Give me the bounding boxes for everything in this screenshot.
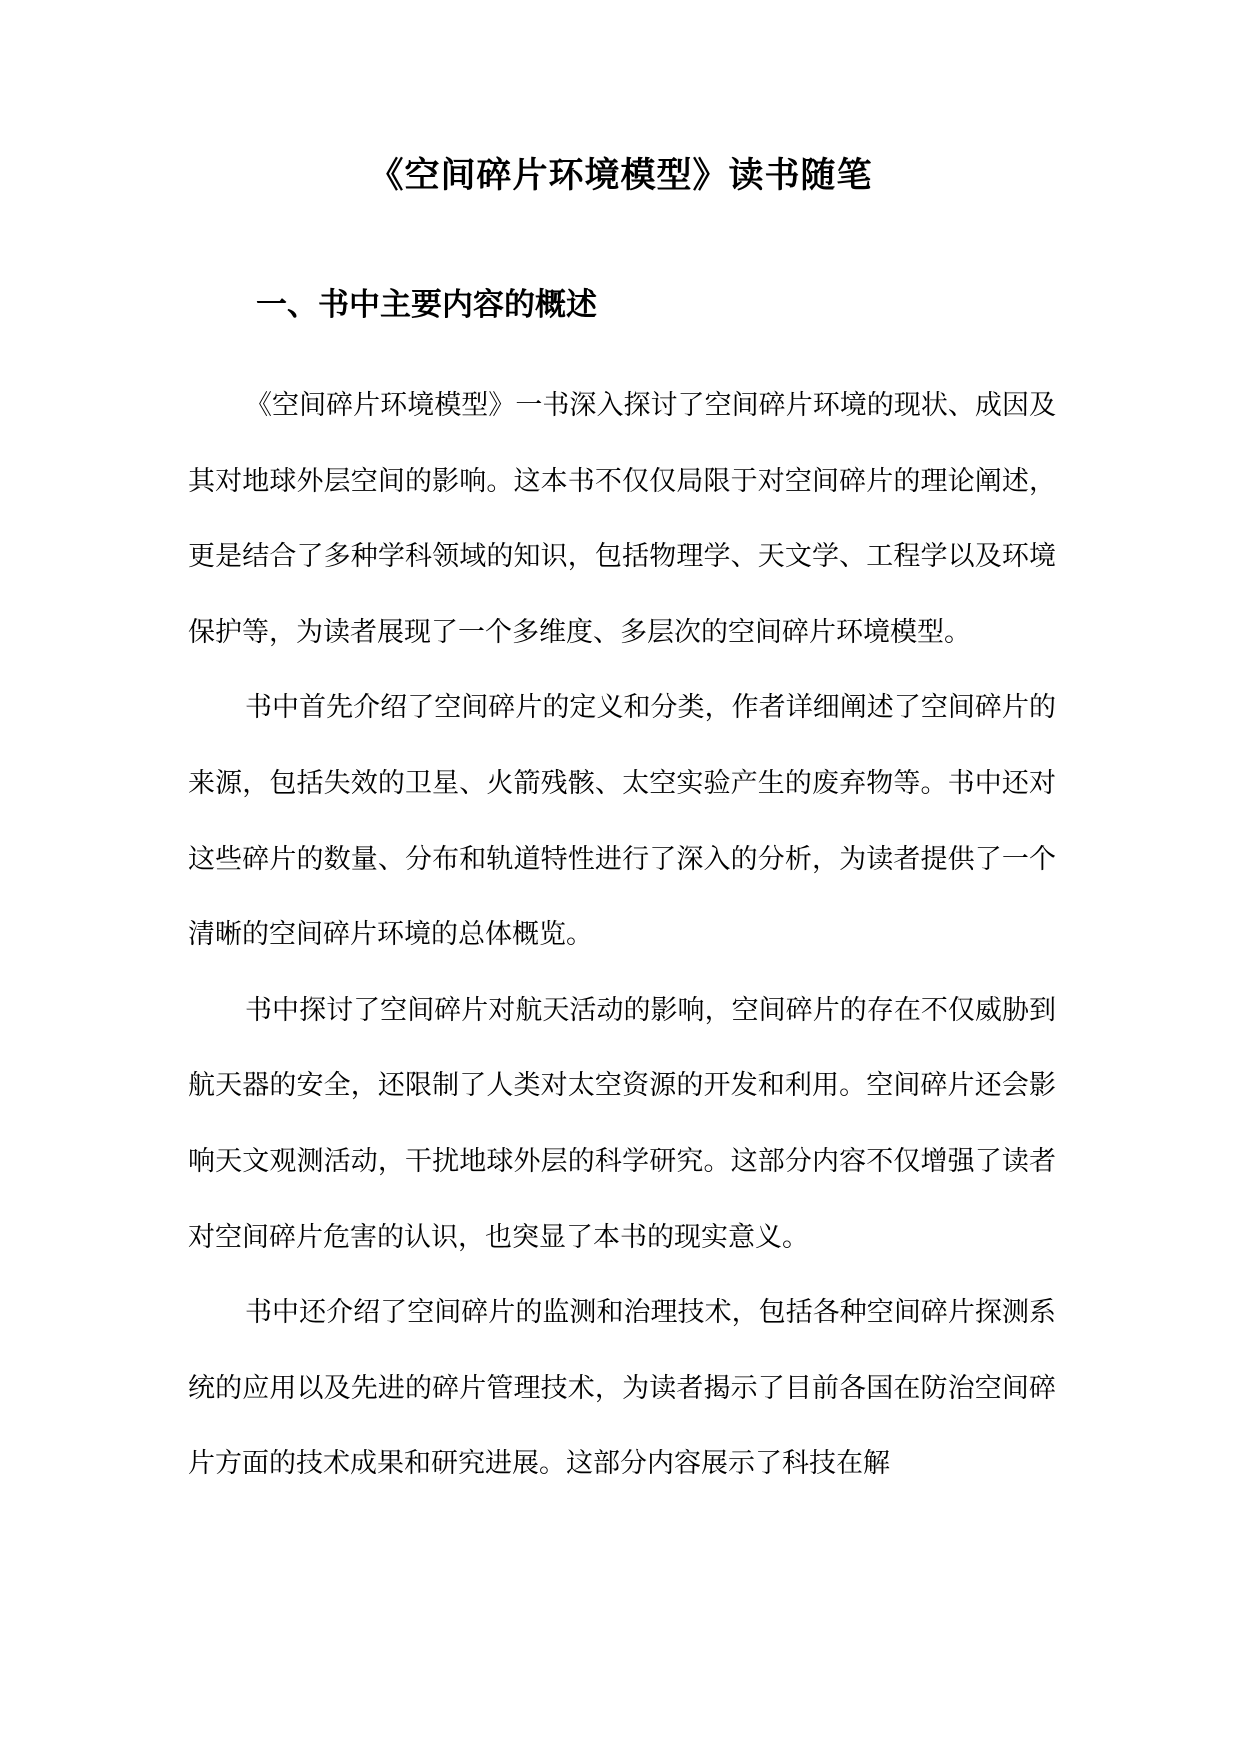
paragraph-1: 《空间碎片环境模型》一书深入探讨了空间碎片环境的现状、成因及其对地球外层空间的影响。这本书不仅仅局限于对空间碎片的理论阐述，更是结合了多种学科领域的知识，包括物理学、天文学、工程学以及环境保护等，为读者展现了一个多维度、多层次的空间碎片环境模型。	[188, 390, 1056, 648]
section-heading: 一、书中主要内容的概述	[256, 287, 597, 323]
paragraph-2: 书中首先介绍了空间碎片的定义和分类，作者详细阐述了空间碎片的来源，包括失效的卫星、火箭残骸、太空实验产生的废弃物等。书中还对这些碎片的数量、分布和轨道特性进行了深入的分析，为读者提供了一个清晰的空间碎片环境的总体概览。	[188, 692, 1056, 951]
paragraph-3: 书中探讨了空间碎片对航天活动的影响，空间碎片的存在不仅威胁到航天器的安全，还限制了人类对太空资源的开发和利用。空间碎片还会影响天文观测活动，干扰地球外层的科学研究。这部分内容不仅增强了读者对空间碎片危害的认识，也突显了本书的现实意义。	[188, 994, 1056, 1253]
paragraph-4: 书中还介绍了空间碎片的监测和治理技术，包括各种空间碎片探测系统的应用以及先进的碎片管理技术，为读者揭示了目前各国在防治空间碎片方面的技术成果和研究进展。这部分内容展示了科技在解	[188, 1297, 1056, 1480]
body-text	[188, 368, 1056, 1502]
document-title: 《空间碎片环境模型》读书随笔	[368, 155, 873, 196]
